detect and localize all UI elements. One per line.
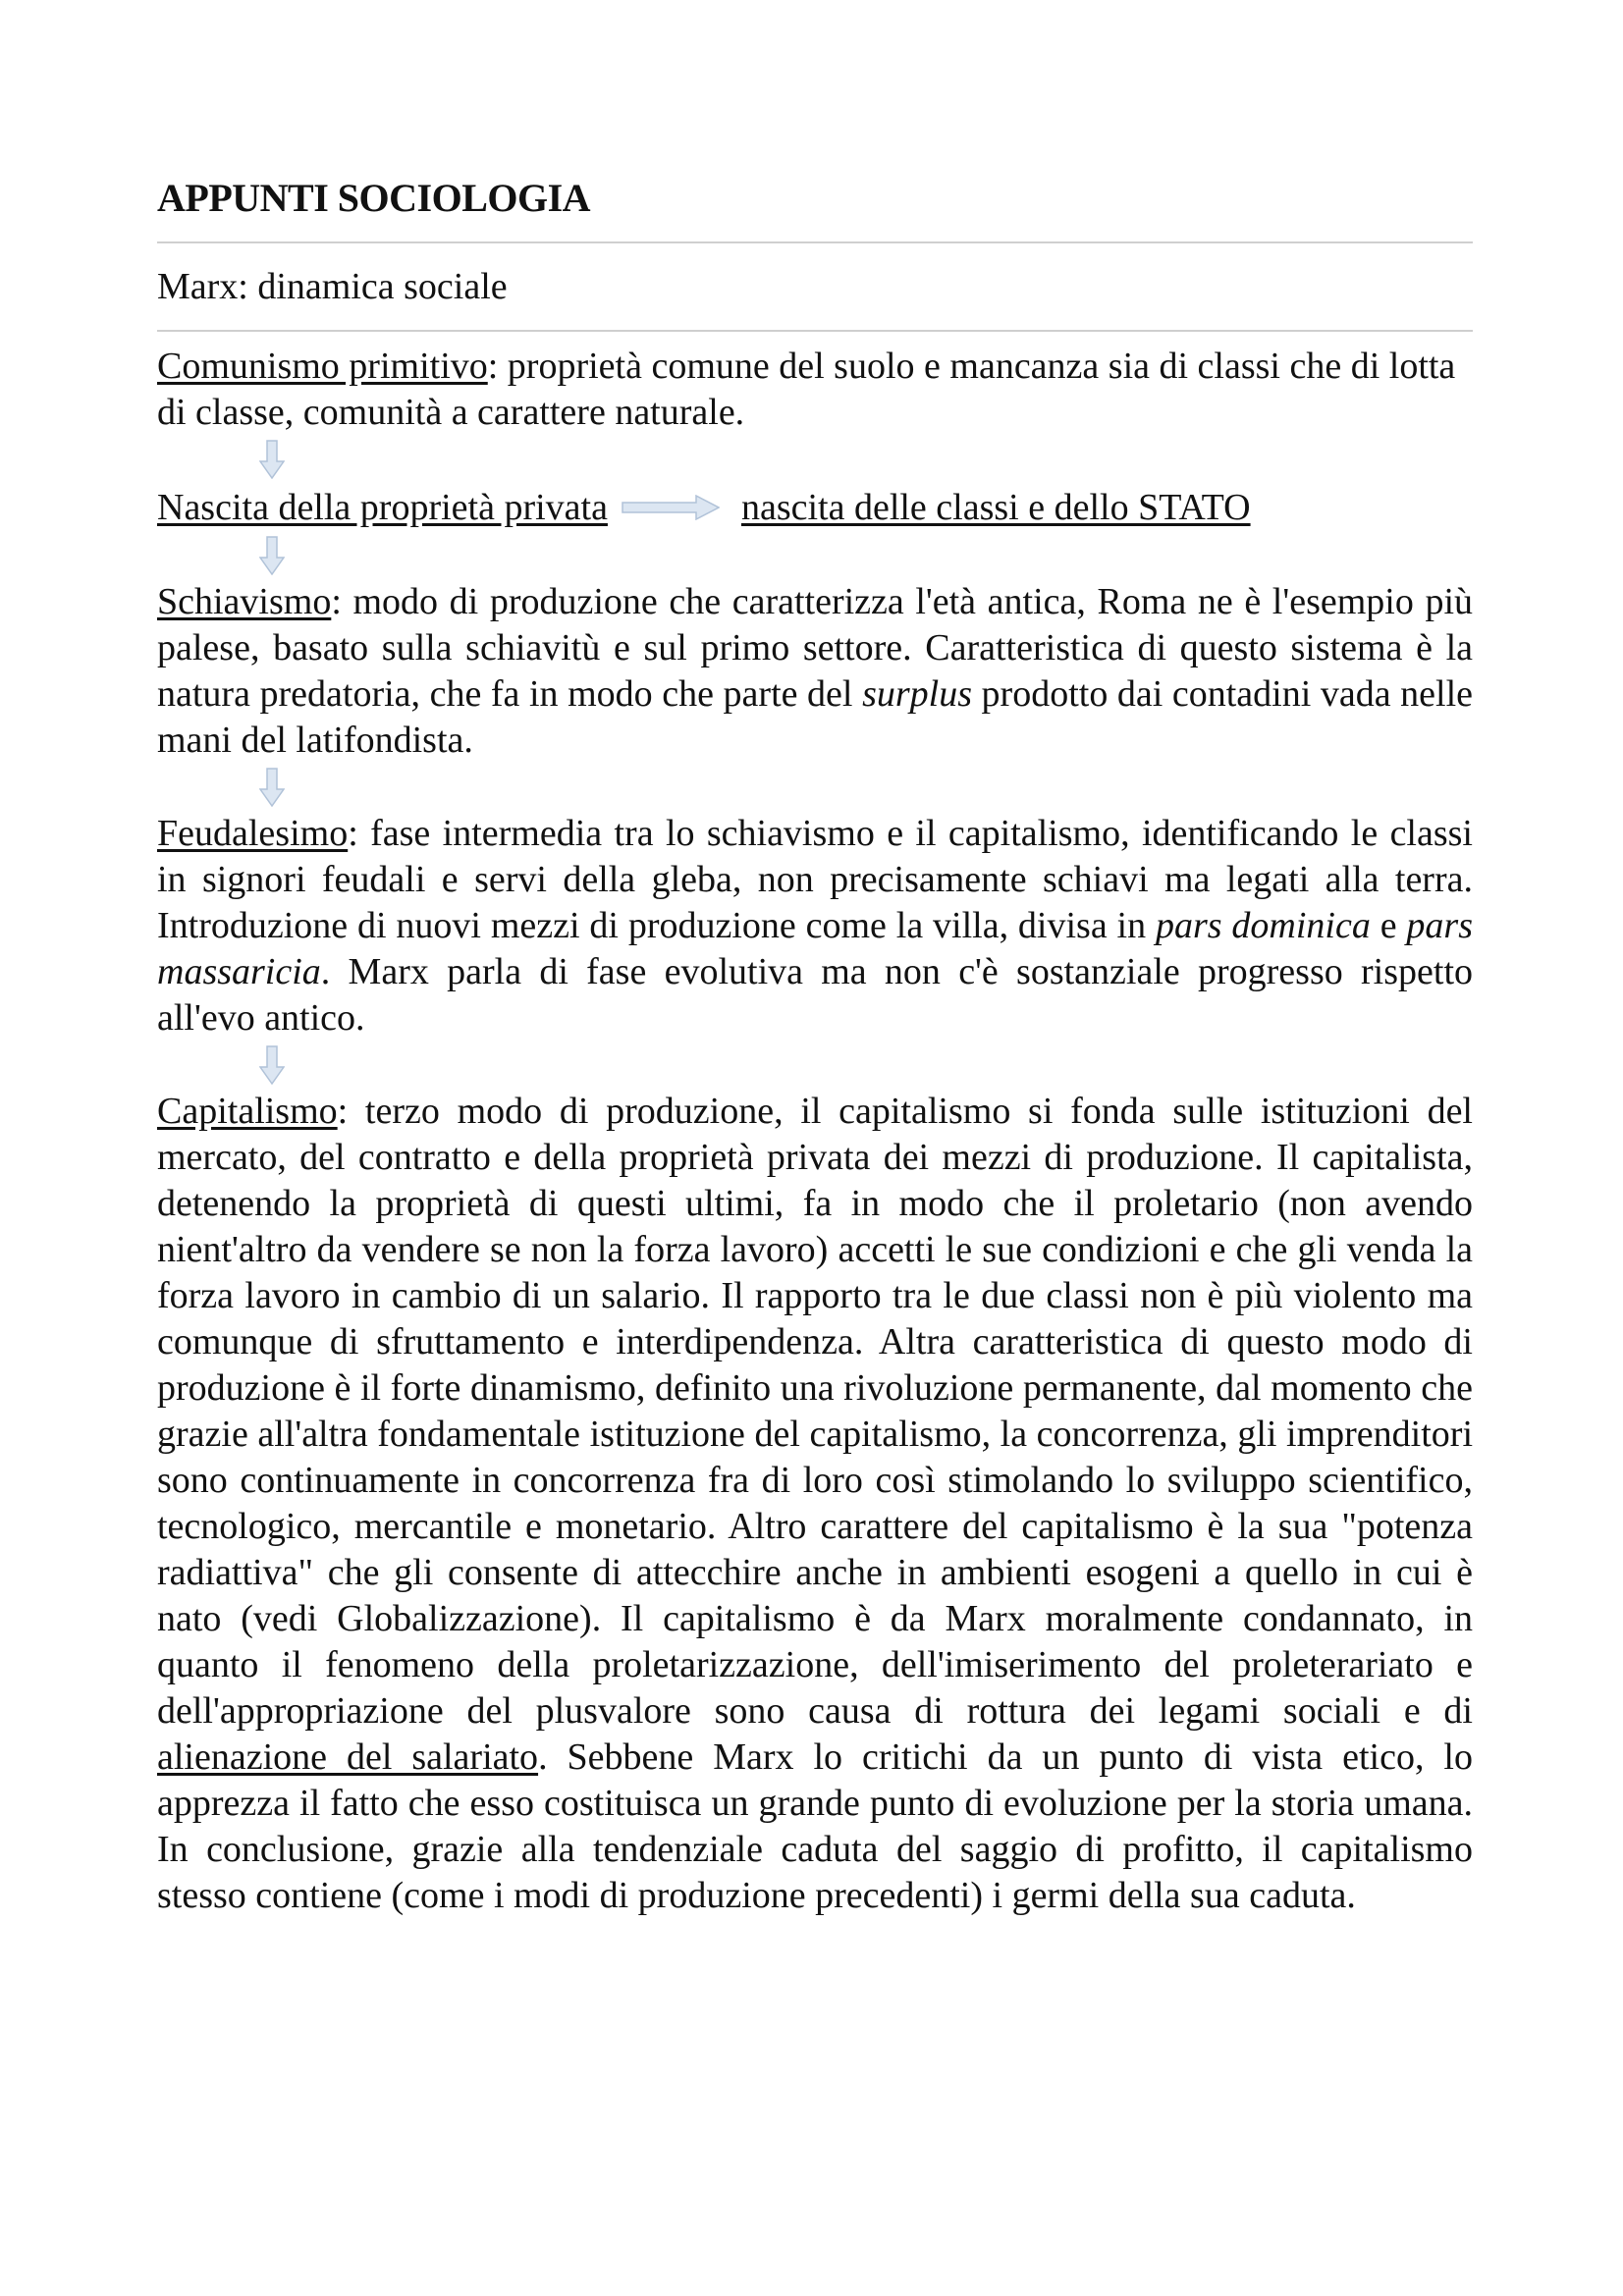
- italic-surplus: surplus: [862, 673, 972, 715]
- text-feudalesimo: : fase intermedia tra lo schiavismo e il capitalismo, identificando le classi in signori feudali e servi della gleba, non precisamente schiavi ma legati alla terra. Introduzione di nuovi mezzi di produzione come la villa, divisa in: [157, 813, 1473, 946]
- down-arrow-icon: [259, 1045, 285, 1085]
- paragraph-feudalesimo: [157, 811, 1473, 1041]
- nascita-left: Nascita della proprietà privata: [157, 487, 608, 528]
- divider: [157, 330, 1473, 332]
- paragraph-schiavismo: [157, 579, 1473, 764]
- document-page: [157, 147, 1473, 1919]
- nascita-row: [157, 483, 1473, 532]
- flow-arrow-row: [157, 436, 1473, 483]
- italic-pars-massaricia: pars massaricia: [157, 905, 1473, 992]
- underlined-alienazione: alienazione del salariato: [157, 1736, 539, 1778]
- down-arrow-icon: [259, 768, 285, 807]
- flow-arrow-row: [157, 764, 1473, 811]
- flow-arrow-row: [157, 532, 1473, 579]
- flow-arrow-row: [157, 1041, 1473, 1089]
- heading-comunismo: Comunismo primitivo: [157, 346, 488, 387]
- right-arrow-icon: [622, 495, 720, 520]
- italic-pars-dominica: pars dominica: [1155, 905, 1371, 946]
- text-capitalismo: : terzo modo di produzione, il capitalismo si fonda sulle istituzioni del mercato, del contratto e della proprietà privata dei mezzi di produzione. Il capitalista, detenendo la proprietà di questi ultimi, fa in modo che il proletario (non avendo nient'altro da vendere se non la forza lavoro) accetti le sue condizioni e che gli venda la forza lavoro in cambio di un salario. Il rapporto tra le due classi non è più violento ma comunque di sfruttamento e interdipendenza. Altra caratteristica di questo modo di produzione è il forte dinamismo, definito una rivoluzione permanente, dal momento che grazie all'altra fondamentale istituzione del capitalismo, la concorrenza, gli imprenditori sono continuamente in concorrenza fra di loro così stimolando lo sviluppo scientifico, tecnologico, mercantile e monetario. Altro carattere del capitalismo è la sua "potenza radiattiva" che gli consente di attecchire anche in ambienti esogeni a quello in cui è nato (vedi Globalizzazione). Il capitalismo è da Marx moralmente condannato, in quanto il fenomeno della proletarizzazione, dell'imiserimento del proleterariato e dell'appropriazione del plusvalore sono causa di rottura dei legami sociali e di: [157, 1091, 1473, 1732]
- text-feudalesimo-end: . Marx parla di fase evolutiva ma non c'è sostanziale progresso rispetto all'evo antico.: [157, 951, 1473, 1039]
- nascita-right: nascita delle classi e dello STATO: [740, 487, 1251, 528]
- text-capitalismo-end: . Sebbene Marx lo critichi da un punto di vista etico, lo apprezza il fatto che esso costituisca un grande punto di evoluzione per la storia umana. In conclusione, grazie alla tendenziale caduta del saggio di profitto, il capitalismo stesso contiene (come i modi di produzione precedenti) i germi della sua caduta.: [157, 1736, 1473, 1916]
- heading-schiavismo: Schiavismo: [157, 581, 332, 622]
- document-subtitle: Marx: dinamica sociale: [157, 266, 508, 307]
- paragraph-comunismo: [157, 344, 1473, 436]
- down-arrow-icon: [259, 536, 285, 575]
- text-schiavismo: : modo di produzione che caratterizza l'età antica, Roma ne è l'esempio più palese, basato sulla schiavitù e sul primo settore. Caratteristica di questo sistema è la natura predatoria, che fa in modo che parte del: [157, 581, 1473, 715]
- document-title: APPUNTI SOCIOLOGIA: [157, 176, 591, 220]
- heading-feudalesimo: Feudalesimo: [157, 813, 349, 854]
- text-feudalesimo-mid: e: [1370, 905, 1407, 946]
- text-comunismo: : proprietà comune del suolo e mancanza sia di classi che di lotta di classe, comunità a carattere naturale.: [157, 346, 1456, 433]
- text-schiavismo-end: prodotto dai contadini vada nelle mani del latifondista.: [157, 673, 1474, 761]
- down-arrow-icon: [259, 440, 285, 479]
- heading-capitalismo: Capitalismo: [157, 1091, 338, 1132]
- paragraph-capitalismo: [157, 1089, 1473, 1919]
